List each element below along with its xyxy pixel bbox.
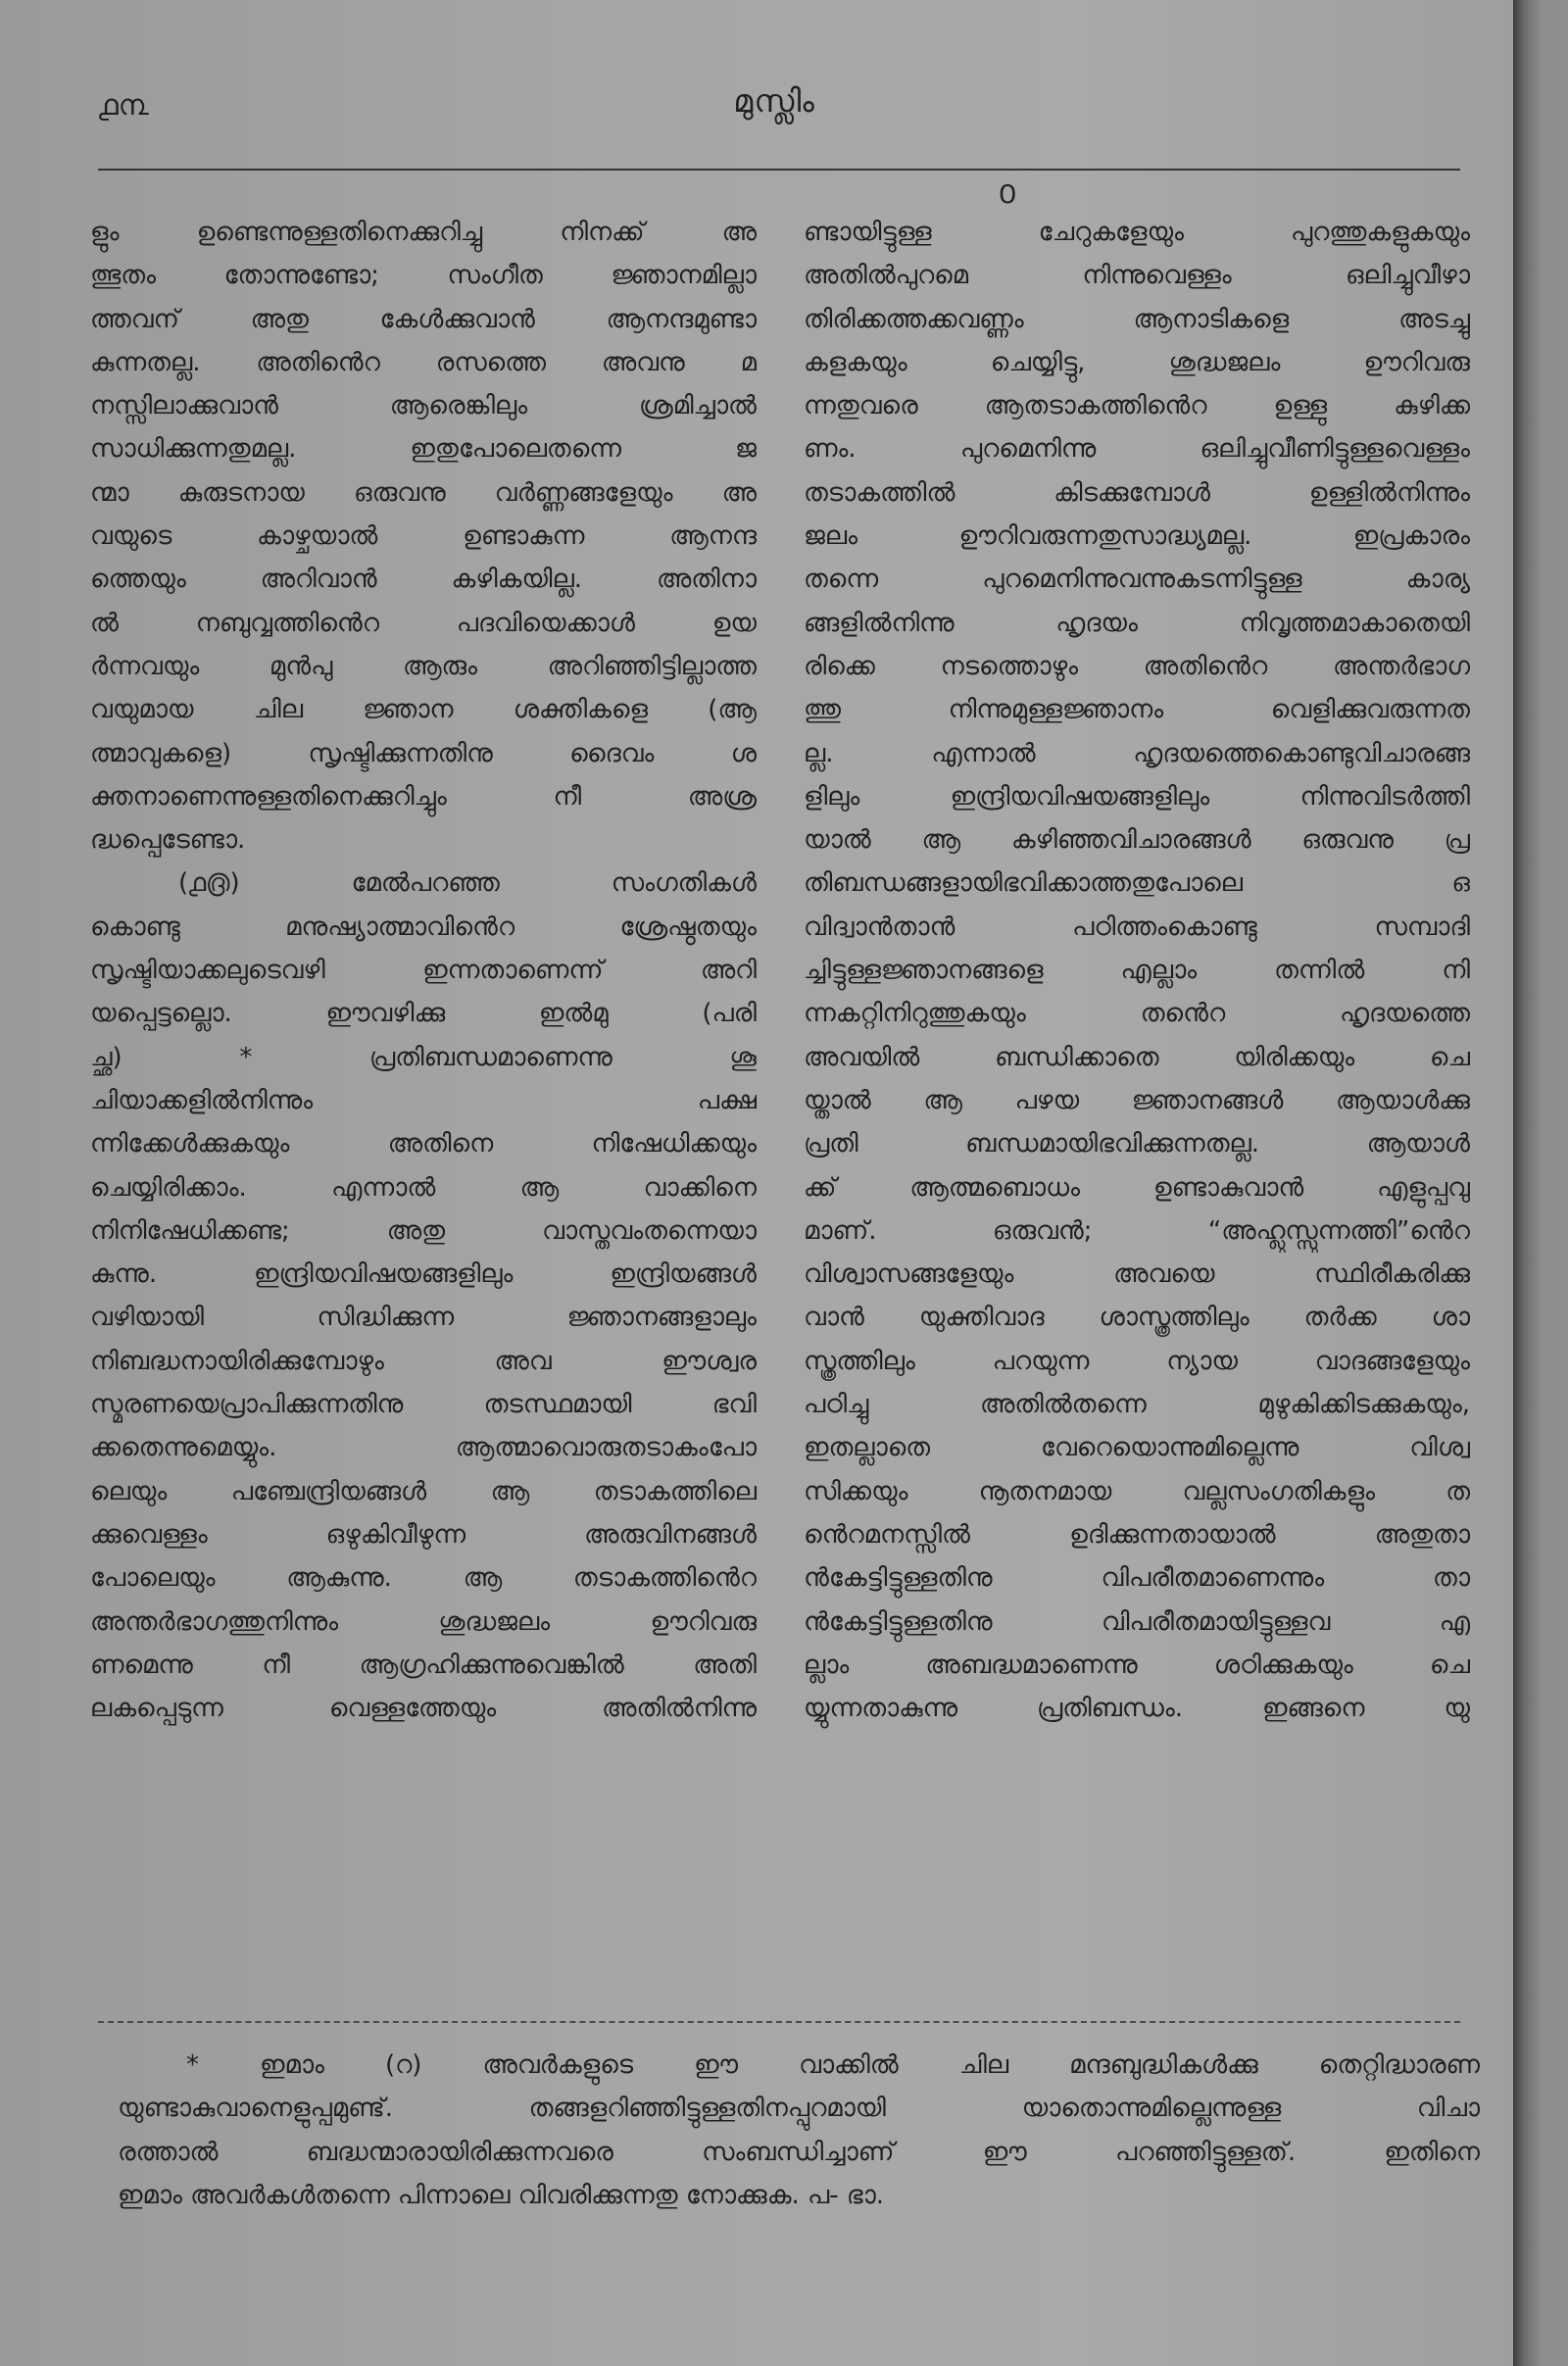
left-column-line: നിനിഷേധിക്കണ്ട; അതു വാസ്തവംതന്നെയാ <box>90 1215 757 1246</box>
left-column-line: വഴിയായി സിദ്ധിക്കുന്ന ജ്ഞാനങ്ങളാലും <box>90 1303 757 1333</box>
right-column-line: യാൽ ആ കഴിഞ്ഞവിചാരങ്ങൾ ഒരുവനു പ്ര <box>804 825 1470 856</box>
page-edge-shadow <box>1513 0 1541 2366</box>
left-column-line: ന്മാ കുരുടനായ ഒരുവനു വർണ്ണങ്ങളേയും അ <box>90 477 757 508</box>
right-column <box>804 211 1470 1730</box>
right-column-line: അതിൽപുറമെ നിന്നുവെള്ളം ഒലിച്ചുവീഴാ <box>804 261 1470 291</box>
left-column-line: ർന്നവയും മുൻപു ആരും അറിഞ്ഞിട്ടില്ലാത്ത <box>90 651 757 681</box>
right-column-line: തടാകത്തിൽ കിടക്കുമ്പോൾ ഉള്ളിൽനിന്നും <box>804 477 1470 508</box>
left-column <box>90 211 757 1730</box>
left-column-line: കൊണ്ടു മനുഷ്യാത്മാവിൻെറ ശ്രേഷ്ഠതയും <box>90 912 757 942</box>
left-column-line: ക്കുവെള്ളം ഒഴുകിവീഴുന്ന അരുവിനങ്ങൾ <box>90 1519 757 1550</box>
left-column-line: ണമെന്നു നീ ആഗ്രഹിക്കുന്നുവെങ്കിൽ അതി <box>90 1650 757 1680</box>
left-column-line: ദ്ധപ്പെടേണ്ടാ. <box>90 825 246 856</box>
left-column-line: പോലെയും ആകുന്നു. ആ തടാകത്തിൻെറ <box>90 1563 757 1594</box>
left-column-line: സ്മരണയെപ്രാപിക്കുന്നതിനു തടസ്ഥമായി ഭവി <box>90 1390 757 1420</box>
footnote-line: ഇമാം അവർകൾതന്നെ പിന്നാലെ വിവരിക്കുന്നതു നോക്കുക. പ- ഭാ. <box>118 2180 885 2210</box>
right-column-line: ജലം ഊറിവരുന്നതുസാദ്ധ്യമല്ല. ഇപ്രകാരം <box>804 521 1470 552</box>
left-column-line: യപ്പെട്ടല്ലൊ. ഈവഴിക്കു ഇൽമു (പരി <box>90 999 757 1029</box>
left-column-line: സൃഷ്ടിയാക്കലുടെവഴി ഇന്നതാണെന്ന് അറി <box>90 956 757 986</box>
right-column-line: ളിലും ഇന്ദ്രിയവിഷയങ്ങളിലും നിന്നുവിടർത്തി <box>804 781 1470 812</box>
left-column-line: അന്തർഭാഗത്തുനിന്നും ശുദ്ധജലം ഊറിവരു <box>90 1606 757 1637</box>
left-column-line: വയുടെ കാഴ്ചയാൽ ഉണ്ടാകുന്ന ആനന്ദ <box>90 521 757 552</box>
left-column-line: ച്ഛ) * പ്രതിബന്ധമാണെന്നു ശൂ <box>90 1042 757 1072</box>
right-column-line: വിശ്വാസങ്ങളേയും അവയെ സ്ഥിരീകരിക്കു <box>804 1259 1470 1290</box>
right-column-line: അവയിൽ ബന്ധിക്കാതെ യിരിക്കയും ചെ <box>804 1042 1470 1072</box>
running-title: മുസ്ലിം <box>733 82 815 120</box>
right-column-line: പ്രതി ബന്ധമായിഭവിക്കുന്നതല്ല. ആയാൾ <box>804 1129 1470 1159</box>
left-column-line: കുന്നു. ഇന്ദ്രിയവിഷയങ്ങളിലും ഇന്ദ്രിയങ്ങൾ <box>90 1259 757 1290</box>
footnote-separator <box>98 2021 1460 2023</box>
right-column-line: തിബന്ധങ്ങളായിഭവിക്കാത്തതുപോലെ ഒ <box>804 868 1470 899</box>
left-column-line: ത്ഭുതം തോന്നുണ്ടോ; സംഗീത ജ്ഞാനമില്ലാ <box>90 261 757 291</box>
right-column-line: കളകയും ചെയ്യിട്ടു, ശുദ്ധജലം ഊറിവരു <box>804 347 1470 377</box>
footnote <box>118 2044 1480 2217</box>
page-header <box>88 78 1460 137</box>
right-column-line: യ്യുന്നതാകുന്നു പ്രതിബന്ധം. ഇങ്ങനെ യു <box>804 1694 1470 1724</box>
footnote-line: രത്താൽ ബദ്ധന്മാരായിരിക്കുന്നവരെ സംബന്ധിച്ചാണ് ഈ പറഞ്ഞിട്ടുള്ളത്. ഇതിനെ <box>118 2137 1480 2167</box>
left-column-line: ചിയാക്കളിൽനിന്നും പക്ഷ <box>90 1085 757 1115</box>
left-column-line: ത്തവന് അതു കേൾക്കുവാൻ ആനന്ദമുണ്ടാ <box>90 304 757 334</box>
right-column-line: തിരിക്കത്തക്കവണ്ണം ആനാടികളെ അടച്ചു <box>804 304 1470 334</box>
left-column-line: ലകപ്പെടുന്ന വെള്ളത്തേയും അതിൽനിന്നു <box>90 1694 757 1724</box>
right-column-line: ല്ല. എന്നാൽ ഹൃദയത്തെകൊണ്ടുവിചാരങ്ങ <box>804 738 1470 768</box>
left-column-line: ത്മാവുകളെ) സൃഷ്ടിക്കുന്നതിനു ദൈവം ശ <box>90 738 757 768</box>
left-column-line: ത്തെയും അറിവാൻ കഴികയില്ല. അതിനാ <box>90 565 757 595</box>
right-column-line: മാണ്. ഒരുവൻ; “അഹ്ലുസ്സുന്നത്തി”ൻെറ <box>804 1215 1470 1246</box>
right-column-line: ൻകേട്ടിട്ടുള്ളതിനു വിപരീതമായിട്ടുള്ളവ എ <box>804 1606 1470 1637</box>
right-column-line: തന്നെ പുറമെനിന്നുവന്നുകടന്നിട്ടുള്ള കാര്യ <box>804 565 1470 595</box>
right-column-line: വാൻ യുക്തിവാദ ശാസ്ത്രത്തിലും തർക്ക ശാ <box>804 1303 1470 1333</box>
right-column-line: സ്ത്രത്തിലും പറയുന്ന ന്യായ വാദങ്ങളേയും <box>804 1346 1470 1376</box>
page-number: ൧൩ <box>98 88 149 123</box>
right-column-line: ണം. പുറമെനിന്നു ഒലിച്ചുവീണിട്ടുള്ളവെള്ളം <box>804 434 1470 465</box>
right-column-line: വിദ്വാൻതാൻ പഠിത്തംകൊണ്ടു സമ്പാദി <box>804 912 1470 942</box>
left-column-line: (൧൫) മേൽപറഞ്ഞ സംഗതികൾ <box>178 868 757 899</box>
footnote-line: * ഇമാം (റ) അവർകളുടെ ഈ വാക്കിൽ ചില മന്ദബുദ്ധികൾക്കു തെറ്റിദ്ധാരണ <box>186 2050 1480 2080</box>
left-column-line: നിബദ്ധനായിരിക്കുമ്പോഴും അവ ഈശ്വര <box>90 1346 757 1376</box>
right-column-line: ൻകേട്ടിട്ടുള്ളതിനു വിപരീതമാണെന്നും താ <box>804 1563 1470 1594</box>
right-column-line: പഠിച്ചു അതിൽതന്നെ മുഴുകിക്കിടക്കുകയും, <box>804 1390 1470 1420</box>
right-column-line: ഇതല്ലാതെ വേറെയൊന്നുമില്ലെന്നു വിശ്വ <box>804 1433 1470 1463</box>
left-column-line: നസ്സിലാക്കുവാൻ ആരെങ്കിലും ശ്രമിച്ചാൽ <box>90 391 757 421</box>
left-column-line: ലെയും പഞ്ചേന്ദ്രിയങ്ങൾ ആ തടാകത്തിലെ <box>90 1476 757 1506</box>
left-column-line: വയുമായ ചില ജ്ഞാന ശക്തികളെ (ആ <box>90 695 757 725</box>
right-column-line: ന്നകറ്റിനിറുത്തുകയും തൻെറ ഹൃദയത്തെ <box>804 999 1470 1029</box>
left-column-line: ളും ഉണ്ടെന്നുള്ളതിനെക്കുറിച്ചു നിനക്ക് അ <box>90 218 757 247</box>
right-column-line: ല്ലാം അബദ്ധമാണെന്നു ശഠിക്കുകയും ചെ <box>804 1650 1470 1680</box>
right-column-line: ണ്ടായിട്ടുള്ള ചേറുകളേയും പുറത്തുകളുകയും <box>804 218 1470 247</box>
right-column-line: ൻെറമനസ്സിൽ ഉദിക്കുന്നതായാൽ അതുതാ <box>804 1519 1470 1550</box>
right-column-line: ച്ചിട്ടുള്ളജ്ഞാനങ്ങളെ എല്ലാം തന്നിൽ നി <box>804 956 1470 986</box>
left-column-line: ക്കതെന്നുമെയ്യും. ആത്മാവൊരുതടാകംപോ <box>90 1433 757 1463</box>
right-column-line: ക്ക് ആത്മബൊധം ഉണ്ടാകുവാൻ എളുപ്പവു <box>804 1172 1470 1203</box>
column-mark: ൦ <box>998 173 1015 212</box>
footnote-line: യുണ്ടാകുവാനെളുപ്പമുണ്ട്. തങ്ങളറിഞ്ഞിട്ടുള്ളതിനപ്പുറമായി യാതൊന്നുമില്ലെന്നുള്ള വിചാ <box>118 2094 1480 2124</box>
left-column-line: ചെയ്യിരിക്കാം. എന്നാൽ ആ വാക്കിനെ <box>90 1172 757 1203</box>
right-column-line: രിക്കെ നടത്തൊഴും അതിൻെറ അന്തർഭാഗ <box>804 651 1470 681</box>
right-column-line: സിക്കയും നൂതനമായ വല്ലസംഗതികളും ത <box>804 1476 1470 1506</box>
left-column-line: ക്തനാണെന്നുള്ളതിനെക്കുറിച്ചും നീ അശ്ര <box>90 781 757 812</box>
right-column-line: ങ്ങളിൽനിന്നു ഹൃദയം നിവൃത്തമാകാതെയി <box>804 608 1470 638</box>
right-column-line: ന്നതുവരെ ആതടാകത്തിൻെറ ഉള്ളു കുഴിക്ക <box>804 391 1470 421</box>
left-column-line: കുന്നതല്ല. അതിൻെറ രസത്തെ അവനു മ <box>90 347 757 377</box>
left-column-line: ന്നിക്കേൾക്കുകയും അതിനെ നിഷേധിക്കയും <box>90 1129 757 1159</box>
left-column-line: ൽ നബുവ്വത്തിൻെറ പദവിയെക്കാൾ ഉയ <box>90 608 757 638</box>
header-rule <box>98 169 1460 171</box>
right-column-line: യ്താൽ ആ പഴയ ജ്ഞാനങ്ങൾ ആയാൾക്കു <box>804 1085 1470 1115</box>
left-column-line: സാധിക്കുന്നതുമല്ല. ഇതുപോലെതന്നെ ജ <box>90 434 757 465</box>
right-column-line: ത്തു നിന്നുമുള്ളജ്ഞാനം വെളിക്കുവരുന്നത <box>804 695 1470 725</box>
